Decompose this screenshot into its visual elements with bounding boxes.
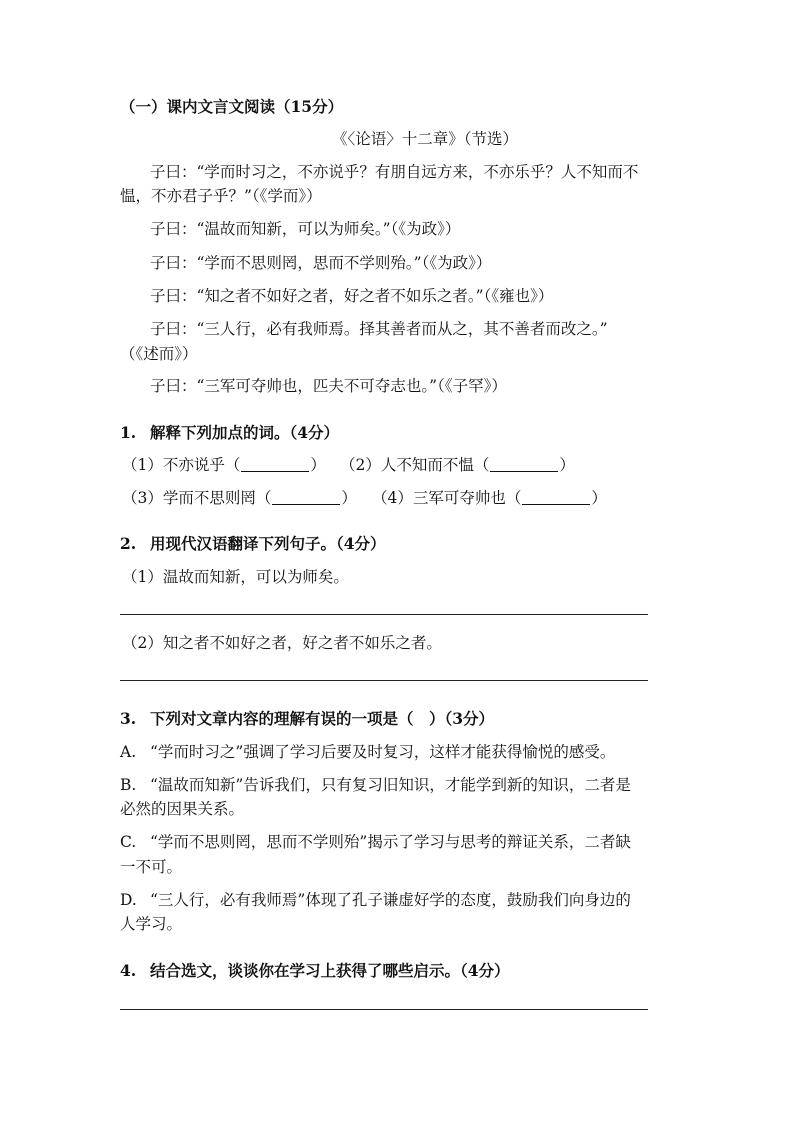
question-text: 解释下列加点的词。（4分）	[150, 423, 340, 442]
q3-option-c-cont: 一不可。	[120, 858, 183, 876]
question-4	[120, 961, 510, 981]
answer-line[interactable]	[120, 614, 648, 615]
option-text: “学而不思则罔，思而不学则殆”揭示了学习与思考的辩证关系，二者缺	[150, 833, 631, 851]
question-3	[120, 709, 494, 729]
passage-p2: 子曰：“温故而知新，可以为师矣。”（《为政》）	[150, 220, 461, 238]
question-number: 1.	[120, 423, 137, 442]
q1-item-1	[122, 455, 326, 475]
question-2	[120, 534, 386, 554]
q1-item-3-text: （3）学而不思则罔（	[122, 489, 272, 507]
q3-option-b-cont: 必然的因果关系。	[120, 800, 245, 818]
q1-item-1-close: ）	[310, 456, 326, 474]
passage-p5-line2: （《述而》）	[120, 345, 198, 363]
question-number: 3.	[120, 709, 137, 728]
answer-line[interactable]	[120, 680, 648, 681]
q3-option-d-cont: 人学习。	[120, 915, 183, 933]
q3-option-c	[120, 832, 631, 852]
option-label: A.	[120, 743, 137, 761]
passage-p1-line1: 子曰：“学而时习之，不亦说乎？有朋自远方来，不亦乐乎？人不知而不	[150, 163, 639, 181]
option-label: D.	[120, 891, 137, 909]
q2-item-2: （2）知之者不如好之者，好之者不如乐之者。	[122, 634, 442, 652]
option-label: B.	[120, 776, 137, 794]
answer-line[interactable]	[120, 1009, 648, 1010]
passage-p5-line1: 子曰：“三人行，必有我师焉。择其善者而从之，其不善者而改之。”	[150, 320, 608, 338]
answer-blank[interactable]	[490, 457, 558, 472]
q1-item-4-close: ）	[591, 489, 607, 507]
question-text: 下列对文章内容的理解有误的一项是（ ）（3分）	[150, 709, 495, 728]
option-text: “三人行，必有我师焉”体现了孔子谦虚好学的态度，鼓励我们向身边的	[150, 891, 631, 909]
q2-item-1: （1）温故而知新，可以为师矣。	[122, 568, 349, 586]
q3-option-a	[120, 742, 615, 762]
q1-item-4	[372, 488, 607, 508]
passage-p3: 子曰：“学而不思则罔，思而不学则殆。”（《为政》）	[150, 254, 492, 272]
q3-option-b	[120, 775, 631, 795]
question-text: 结合选文，谈谈你在学习上获得了哪些启示。（4分）	[150, 961, 510, 980]
passage-p4: 子曰：“知之者不如好之者，好之者不如乐之者。”（《雍也》）	[150, 287, 554, 305]
q1-item-2	[340, 455, 575, 475]
option-label: C.	[120, 833, 137, 851]
q1-item-4-text: （4）三军可夺帅也（	[372, 489, 522, 507]
answer-blank[interactable]	[241, 457, 309, 472]
q1-item-3	[122, 488, 357, 508]
question-text: 用现代汉语翻译下列句子。（4分）	[150, 534, 386, 553]
question-1	[120, 423, 339, 443]
q1-item-2-close: ）	[559, 456, 575, 474]
question-number: 4.	[120, 961, 137, 980]
question-number: 2.	[120, 534, 137, 553]
q1-item-1-text: （1）不亦说乎（	[122, 456, 241, 474]
option-text: “学而时习之”强调了学习后要及时复习，这样才能获得愉悦的感受。	[150, 743, 616, 761]
option-text: “温故而知新”告诉我们，只有复习旧知识，才能学到新的知识，二者是	[150, 776, 631, 794]
answer-blank[interactable]	[272, 490, 340, 505]
answer-blank[interactable]	[522, 490, 590, 505]
passage-p6: 子曰：“三军可夺帅也，匹夫不可夺志也。”（《子罕》）	[150, 377, 507, 395]
q1-item-2-text: （2）人不知而不愠（	[340, 456, 490, 474]
q1-item-3-close: ）	[341, 489, 357, 507]
passage-title: 《〈论语〉十二章》（节选）	[332, 130, 519, 148]
section-heading: （一）课内文言文阅读（15分）	[120, 97, 344, 116]
q3-option-d	[120, 890, 631, 910]
passage-p1-line2: 愠，不亦君子乎？”（《学而》）	[120, 187, 322, 205]
